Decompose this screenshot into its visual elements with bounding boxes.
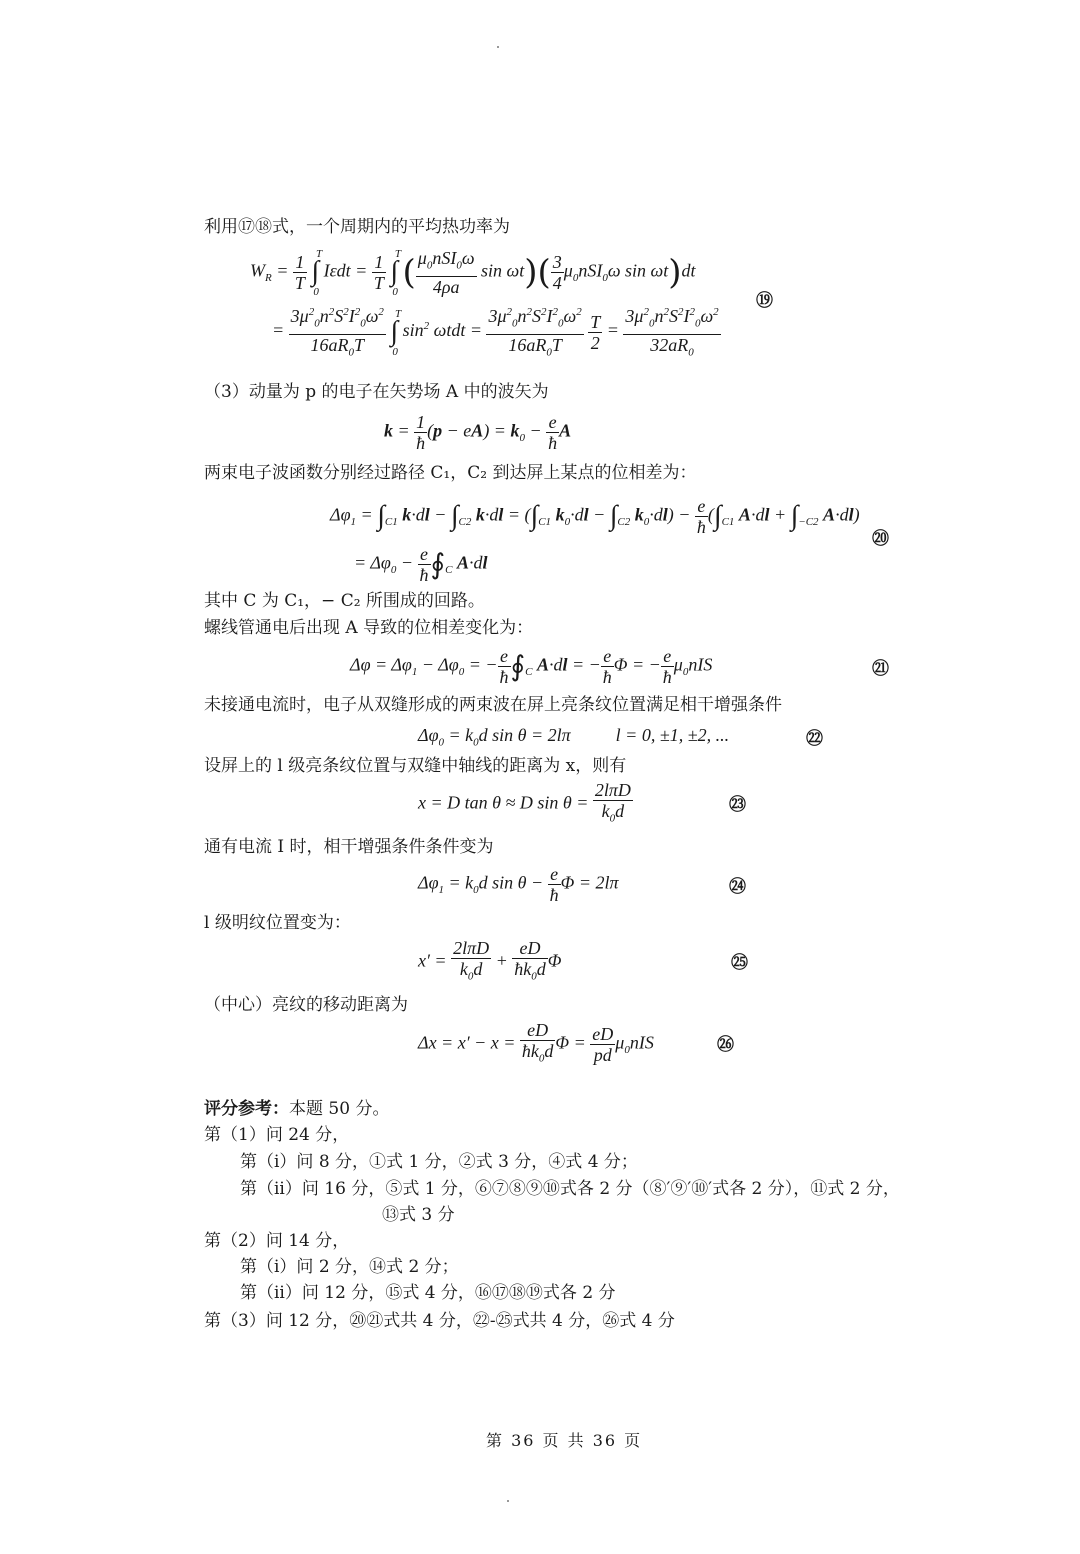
grading-line: 第（1）问 24 分， <box>204 1125 350 1145</box>
loop-note: 其中 C 为 C₁，− C₂ 所围成的回路。 <box>204 591 485 611</box>
equation-22-label: ㉒ <box>806 729 823 749</box>
grading-header <box>204 1098 389 1120</box>
equation-wavevector: k = $\frac{1}{ħ}$ $(p - eA) = k_0$ − $\frac{e}{ħ}$ A <box>384 412 572 453</box>
distance-line: 设屏上的 l 级亮条纹位置与双缝中轴线的距离为 x，则有 <box>204 756 627 776</box>
solenoid-line: 螺线管通电后出现 A 导致的位相差变化为： <box>204 618 534 638</box>
equation-24: $\Delta\varphi_1 = k_0d$ sin θ − $\frac{e}{ħ}$ Φ = 2lπ <box>418 864 619 905</box>
equation-21: $\Delta\varphi = \Delta\varphi_1 - \Delta\varphi_0$ = − $\frac{e}{ħ}$ $∮_C$ A·dl = − $\frac{e}{ħ}$ Φ = − $\frac{e}{ħ}$ $\mu_0nIS$ <box>350 646 713 687</box>
no-current-line: 未接通电流时，电子从双缝形成的两束波在屏上亮条纹位置满足相干增强条件 <box>204 695 782 715</box>
grading-line: 第（ii）问 12 分，⑮式 4 分，⑯⑰⑱⑲式各 2 分 <box>240 1283 616 1303</box>
equation-20-label: ⑳ <box>872 529 889 549</box>
equation-21-label: ㉑ <box>872 659 889 679</box>
grading-line: 第（i）问 2 分，⑭式 2 分； <box>240 1257 459 1277</box>
scan-speck <box>497 46 499 48</box>
equation-24-label: ㉔ <box>729 877 746 897</box>
shift-line: （中心）亮纹的移动距离为 <box>204 995 408 1015</box>
equation-23: x = D tan θ ≈ D sin θ = $\frac{\text{2lπD}}{k_0d}$ <box>418 780 633 829</box>
current-line: 通有电流 I 时，相干增强条件条件变为 <box>204 837 494 857</box>
equation-20-line1: $\Delta\varphi_1 = \int_{C1}$ $k\cdot dl - \int_{C2}$ $k\cdot dl = (\int_{C1}$ $k_0\cdot dl - \int_{C2}$ $k_0\cdot dl$) − $\frac{e}{ħ}$ ($\int_{C1}$ $A\cdot dl + \int_{-C2}$ A·dl) <box>330 496 860 537</box>
equation-19-label: ⑲ <box>756 291 773 311</box>
bright-line: l 级明纹位置变为： <box>204 913 351 933</box>
equation-23-label: ㉓ <box>729 795 746 815</box>
grading-total: 本题 50 分。 <box>289 1099 390 1119</box>
page-footer: 第 36 页 共 36 页 <box>486 1431 643 1450</box>
grading-line: 第（ii）问 16 分，⑤式 1 分，⑥⑦⑧⑨⑩式各 2 分（⑧′⑨′⑩′式各 2 分），⑪式 2 分， <box>240 1179 900 1199</box>
equation-22: $\Delta\varphi_0 = k_0d$ sin θ = 2lπ l = 0, ±1, ±2, ... <box>418 725 730 749</box>
intro-line: 利用⑰⑱式，一个周期内的平均热功率为 <box>204 217 510 237</box>
equation-19-line2: = $\frac{3\mu^2_0n^2S^2I^2_0\omega^2}{16aR_0T}$ ∫ T 0 $\sin^2 \omega tdt$ = $\frac{3\mu^2_0n^2S^2I^2_0\omega^2}{16aR_0T}$ $\frac{T}{2}$ = $\frac{3\mu^2_0n^2S^2I^2_0\omega^2}{32aR_0}$ <box>272 302 721 362</box>
grading-title: 评分参考： <box>204 1099 289 1119</box>
equation-26: Δx = x′ − x = $\frac{eD}{ħk_0d}$ Φ = $\frac{eD}{pd}$ $\mu_0nIS$ <box>418 1020 654 1069</box>
scan-speck <box>507 1500 509 1502</box>
grading-line: 第（i）问 8 分，①式 1 分，②式 3 分，④式 4 分； <box>240 1152 638 1172</box>
phase-diff-intro: 两束电子波函数分别经过路径 C₁，C₂ 到达屏上某点的位相差为： <box>204 463 697 483</box>
grading-line: 第（3）问 12 分，⑳㉑式共 4 分，㉒-㉕式共 4 分，㉖式 4 分 <box>204 1311 675 1331</box>
equation-19-line1: $W_R$ = $\frac{1}{T}$ ∫ T 0 Iεdt = $\frac{1}{T}$ ∫ T 0 ( $\frac{\mu_0nSI_0\omega}{4\rho a}$ sin ωt)( $\frac{3}{4}$ $\mu_0nSI_0\omega$ sin ωt)dt <box>250 248 696 299</box>
equation-25: x′ = $\frac{\text{2lπD}}{k_0d}$ + $\frac{eD}{ħk_0d}$ Φ <box>418 938 561 987</box>
equation-26-label: ㉖ <box>717 1035 734 1055</box>
part3-intro: （3）动量为 p 的电子在矢势场 A 中的波矢为 <box>204 382 549 402</box>
grading-line: 第（2）问 14 分， <box>204 1231 350 1251</box>
equation-25-label: ㉕ <box>731 953 748 973</box>
grading-line: ⑬式 3 分 <box>382 1205 455 1225</box>
equation-20-line2: = $\Delta\varphi_0$ − $\frac{e}{ħ}$ $∮_C$ A·dl <box>354 544 488 585</box>
